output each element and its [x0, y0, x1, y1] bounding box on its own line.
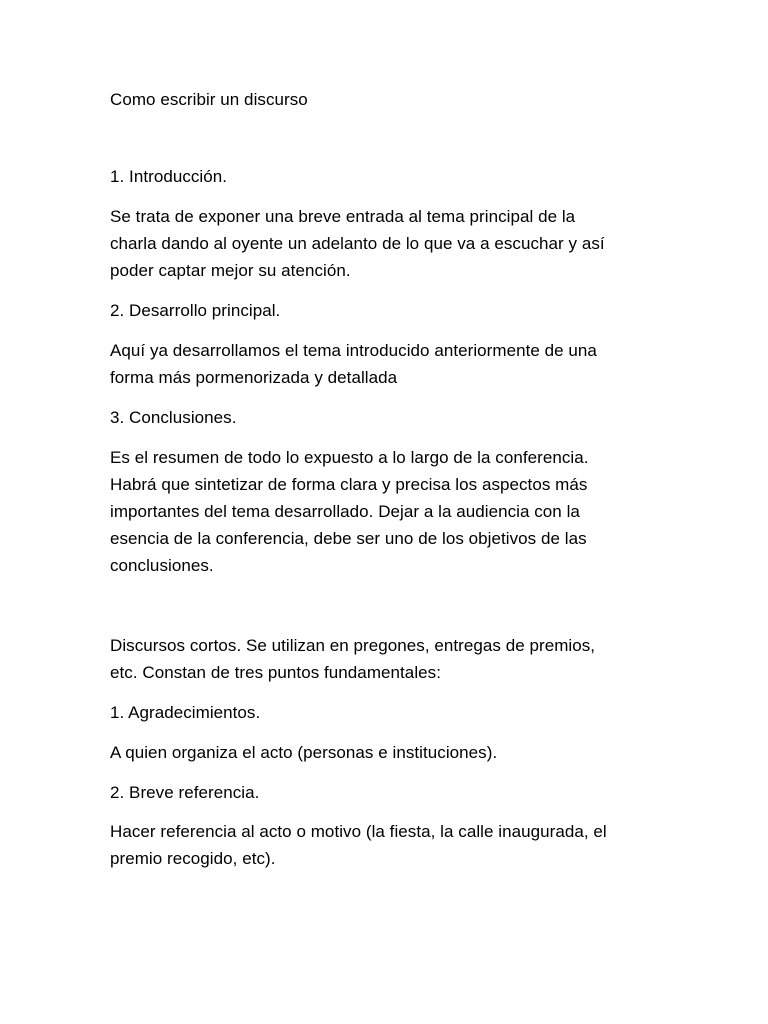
section-heading-agradecimientos: 1. Agradecimientos. [110, 703, 261, 722]
document-title: Como escribir un discurso [110, 90, 308, 109]
section-heading-introduccion: 1. Introducción. [110, 167, 228, 186]
paragraph-line: etc. Constan de tres puntos fundamentales: [110, 663, 441, 682]
paragraph-line: premio recogido, etc). [110, 849, 276, 868]
paragraph-line: Discursos cortos. Se utilizan en pregones, entregas de premios, [110, 636, 596, 655]
paragraph-line: Es el resumen de todo lo expuesto a lo largo de la conferencia. [110, 448, 589, 467]
paragraph-line: Habrá que sintetizar de forma clara y precisa los aspectos más [110, 475, 588, 494]
paragraph-line: Hacer referencia al acto o motivo (la fiesta, la calle inaugurada, el [110, 822, 607, 841]
section-heading-conclusiones: 3. Conclusiones. [110, 408, 237, 427]
paragraph-line: A quien organiza el acto (personas e instituciones). [110, 743, 498, 762]
section-heading-breve-referencia: 2. Breve referencia. [110, 783, 260, 802]
paragraph-line: charla dando al oyente un adelanto de lo que va a escuchar y así [110, 234, 605, 253]
paragraph-line: conclusiones. [110, 556, 214, 575]
section-heading-desarrollo: 2. Desarrollo principal. [110, 301, 281, 320]
paragraph-line: esencia de la conferencia, debe ser uno de los objetivos de las [110, 529, 587, 548]
paragraph-line: poder captar mejor su atención. [110, 261, 351, 280]
paragraph-line: Se trata de exponer una breve entrada al tema principal de la [110, 207, 576, 226]
paragraph-line: importantes del tema desarrollado. Dejar a la audiencia con la [110, 502, 580, 521]
paragraph-line: forma más pormenorizada y detallada [110, 368, 398, 387]
paragraph-line: Aquí ya desarrollamos el tema introducido anteriormente de una [110, 341, 597, 360]
